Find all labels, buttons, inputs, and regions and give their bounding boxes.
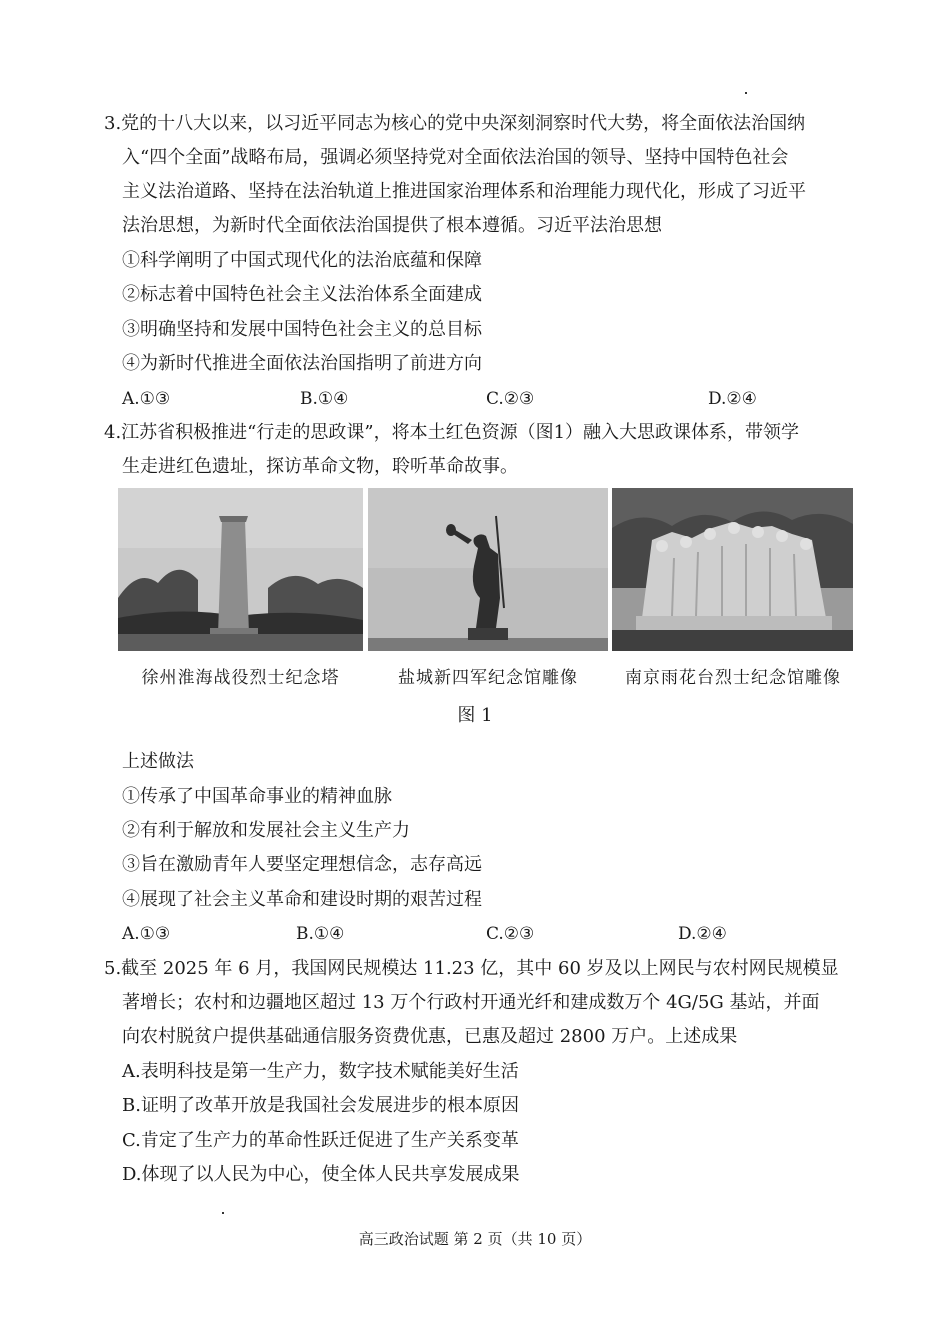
monument-tower-photo (118, 488, 363, 651)
martyrs-sculpture-photo (612, 488, 853, 651)
q3-statement: ④为新时代推进全面依法治国指明了前进方向 (122, 353, 482, 374)
q4-statement: ③旨在激励青年人要坚定理想信念，志存高远 (122, 854, 482, 875)
q3-stem-line: 3.党的十八大以来，以习近平同志为核心的党中央深刻洞察时代大势，将全面依法治国纳 (104, 113, 806, 134)
q3-option-d: D.②④ (708, 389, 757, 409)
scan-speck (222, 1212, 224, 1214)
photo-caption: 南京雨花台烈士纪念馆雕像 (625, 668, 841, 688)
q4-statement: ②有利于解放和发展社会主义生产力 (122, 820, 410, 841)
photo-caption: 盐城新四军纪念馆雕像 (398, 668, 578, 688)
q3-stem-line: 主义法治道路、坚持在法治轨道上推进国家治理体系和治理能力现代化，形成了习近平 (122, 181, 806, 202)
q4-option-c: C.②③ (486, 924, 535, 944)
q4-statement: ④展现了社会主义革命和建设时期的艰苦过程 (122, 889, 482, 910)
q4-option-b: B.①④ (296, 924, 345, 944)
q4-stem-line: 4.江苏省积极推进“行走的思政课”，将本土红色资源（图1）融入大思政课体系，带领学 (104, 422, 800, 443)
page-footer: 高三政治试题 第 2 页（共 10 页） (358, 1230, 592, 1248)
scan-speck (745, 92, 747, 94)
q5-option-c: C.肯定了生产力的革命性跃迁促进了生产关系变革 (122, 1130, 519, 1151)
q5-stem-line: 著增长；农村和边疆地区超过 13 万个行政村开通光纤和建成数万个 4G/5G 基站，并面 (122, 992, 820, 1013)
q4-option-d: D.②④ (678, 924, 727, 944)
q4-statement: ①传承了中国革命事业的精神血脉 (122, 786, 392, 807)
photo-caption: 徐州淮海战役烈士纪念塔 (141, 668, 340, 688)
q4-stem: 上述做法 (122, 751, 194, 772)
q3-statement: ②标志着中国特色社会主义法治体系全面建成 (122, 284, 482, 305)
q5-stem-line: 5.截至 2025 年 6 月，我国网民规模达 11.23 亿，其中 60 岁及以上网民与农村网民规模显 (104, 958, 839, 979)
bugler-statue-photo (368, 488, 608, 651)
q4-option-a: A.①③ (122, 924, 171, 944)
q5-option-b: B.证明了改革开放是我国社会发展进步的根本原因 (122, 1095, 519, 1116)
q3-option-b: B.①④ (300, 389, 349, 409)
q4-stem-line: 生走进红色遗址，探访革命文物，聆听革命故事。 (122, 456, 518, 477)
q3-option-c: C.②③ (486, 389, 535, 409)
q5-option-d: D.体现了以人民为中心，使全体人民共享发展成果 (122, 1164, 520, 1185)
q3-stem-line: 法治思想，为新时代全面依法治国提供了根本遵循。习近平法治思想 (122, 215, 662, 236)
figure-label: 图 1 (457, 705, 493, 726)
q3-option-a: A.①③ (122, 389, 171, 409)
q3-stem-line: 入“四个全面”战略布局，强调必须坚持党对全面依法治国的领导、坚持中国特色社会 (122, 147, 789, 168)
q3-statement: ①科学阐明了中国式现代化的法治底蕴和保障 (122, 250, 482, 271)
q5-option-a: A.表明科技是第一生产力，数字技术赋能美好生活 (122, 1061, 519, 1082)
q3-statement: ③明确坚持和发展中国特色社会主义的总目标 (122, 319, 482, 340)
q5-stem-line: 向农村脱贫户提供基础通信服务资费优惠，已惠及超过 2800 万户。上述成果 (122, 1026, 738, 1047)
